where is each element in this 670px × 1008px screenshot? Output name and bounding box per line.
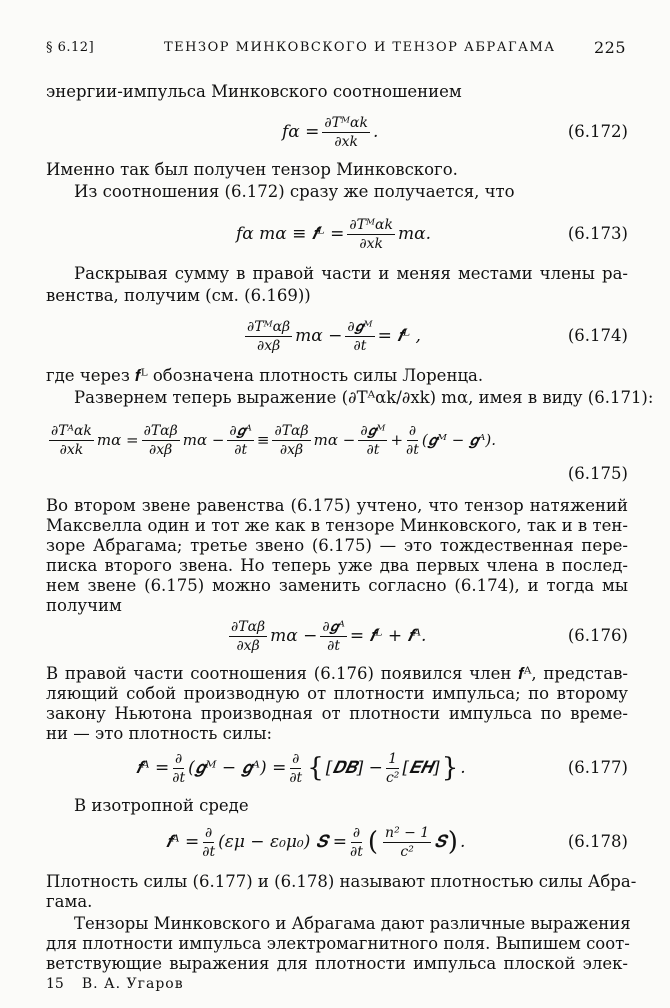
paragraph-line: Максвелла один и тот же как в тензоре Минковского, так и в тен- [46, 516, 628, 535]
numerator: ∂𝒈ᴬ [229, 422, 252, 439]
fraction [350, 825, 363, 860]
paragraph-line: ветствующие выражения для плотности импульса плоской элек- [46, 954, 628, 973]
paragraph-line: где через 𝒇ᴸ обозначена плотность силы Лоренца. [46, 366, 484, 385]
eq-term: (εμ − ε₀μ₀) 𝑺 = [218, 832, 348, 852]
eq-term: mα − [182, 431, 225, 449]
denominator: ∂t [172, 769, 186, 786]
numerator: ∂ [352, 824, 361, 841]
fraction [49, 423, 94, 458]
paragraph-line: ни — это плотность силы: [46, 724, 273, 743]
equation-number: (6.173) [567, 224, 628, 243]
eq-term: mα − [295, 326, 343, 346]
numerator: ∂Tᴬαk [51, 422, 92, 439]
paragraph-line: гама. [46, 892, 93, 911]
eq-term: 𝑺 [434, 832, 446, 852]
numerator: ∂ [408, 422, 417, 439]
paragraph-line: для плотности импульса электромагнитного поля. Выпишем соот- [46, 934, 630, 953]
denominator: ∂xβ [236, 637, 260, 654]
paragraph-line: получим [46, 596, 122, 615]
right-brace-glyph: } [441, 753, 459, 783]
denominator: ∂xk [334, 133, 358, 150]
numerator: ∂Tᴹαk [349, 216, 393, 233]
equation-number: (6.176) [567, 626, 628, 645]
denominator: ∂xk [59, 441, 84, 458]
denominator: ∂t [327, 637, 341, 654]
eq-term: + [390, 431, 404, 449]
fraction [347, 217, 395, 252]
eq-lhs: 𝒇ᴬ = [166, 832, 200, 852]
running-title: ТЕНЗОР МИНКОВСКОГО И ТЕНЗОР АБРАГАМА [164, 40, 556, 55]
paragraph-line: ляющий собой производную от плотности импульса; по второму [46, 684, 628, 703]
denominator: c² [400, 843, 414, 860]
fraction [245, 319, 292, 354]
numerator: ∂𝒈ᴬ [322, 618, 345, 635]
right-paren-glyph: ) [447, 827, 458, 857]
paragraph-line: Из соотношения (6.172) сразу же получается, что [74, 182, 515, 201]
page-number: 225 [593, 38, 626, 57]
denominator: ∂xβ [279, 441, 304, 458]
signature-number: 15 [46, 976, 64, 992]
fraction [142, 423, 180, 458]
equation-6-174 [46, 316, 628, 356]
fraction [320, 619, 346, 654]
paragraph-line: Именно так был получен тензор Минковского. [46, 160, 458, 179]
fraction [345, 319, 374, 354]
fraction [322, 115, 370, 150]
numerator: ∂Tαβ [231, 618, 266, 635]
equation-number: (6.177) [567, 758, 628, 777]
eq-term: mα − [313, 431, 356, 449]
equation-number: (6.178) [567, 832, 628, 851]
paragraph-line: писка второго звена. Но теперь уже два первых члена в послед- [46, 556, 628, 575]
denominator: ∂t [406, 441, 419, 458]
eq-term: ≡ [256, 431, 270, 449]
denominator: ∂t [202, 843, 216, 860]
eq-tail: . [372, 122, 379, 142]
denominator: ∂xβ [149, 441, 173, 458]
equation-number: (6.172) [567, 122, 628, 141]
eq-term: [𝑬𝑯] [402, 758, 440, 778]
fraction [358, 423, 387, 458]
fraction [386, 751, 399, 786]
eq-lhs: fα = [282, 122, 320, 142]
equation-6-172 [46, 112, 628, 152]
eq-tail: = 𝒇ᴸ , [377, 326, 421, 346]
eq-tail: . [459, 832, 466, 852]
eq-lhs: fα mα ≡ 𝒇ᴸ = [236, 224, 345, 244]
eq-term: mα − [270, 626, 318, 646]
denominator: c² [385, 769, 400, 786]
left-paren-glyph: ( [367, 827, 379, 857]
paragraph-line: Раскрывая сумму в правой части и меняя местами члены ра- [74, 264, 628, 283]
denominator: ∂t [353, 337, 367, 354]
equation-6-173 [46, 214, 628, 254]
fraction [406, 423, 419, 458]
numerator: ∂Tᴹαk [324, 114, 368, 131]
paragraph-line: В правой части соотношения (6.176) появился член 𝒇ᴬ, представ- [46, 664, 628, 683]
paragraph-line: зоре Абрагама; третье звено (6.175) — это тождественная пере- [46, 536, 628, 555]
paragraph-line: Плотность силы (6.177) и (6.178) называют плотностью силы Абра- [46, 872, 637, 891]
numerator: ∂Tᴹαβ [247, 318, 291, 335]
paragraph-line: Развернем теперь выражение (∂Tᴬαk/∂xk) mα, имея в виду (6.171): [74, 388, 654, 407]
numerator: ∂Tαβ [143, 422, 178, 439]
eq-term: mα = [96, 431, 139, 449]
numerator: ∂Tαβ [274, 422, 309, 439]
eq-lhs: 𝒇ᴬ = [136, 758, 170, 778]
paragraph-line: Во втором звене равенства (6.175) учтено, что тензор натяжений [46, 496, 628, 515]
signature-footer [46, 976, 184, 992]
eq-tail: (𝒈ᴹ − 𝒈ᴬ). [421, 431, 497, 449]
signature-text: В. А. Угаров [81, 976, 184, 992]
equation-6-176 [46, 616, 628, 656]
running-header [46, 38, 626, 60]
paragraph-line: энергии-импульса Минковского соотношением [46, 82, 462, 101]
paragraph-line: Тензоры Минковского и Абрагама дают различные выражения [74, 914, 631, 933]
numerator: n² − 1 [385, 824, 430, 841]
numerator: ∂ [205, 824, 213, 841]
eq-tail: mα. [397, 224, 431, 244]
equation-6-175 [46, 420, 628, 483]
paragraph-line: В изотропной среде [74, 796, 249, 815]
eq-tail: . [460, 758, 466, 778]
numerator: 1 [388, 750, 398, 767]
paragraph-line: закону Ньютона производная от плотности импульса по време- [46, 704, 628, 723]
fraction [202, 825, 215, 860]
eq-tail: = 𝒇ᴸ + 𝒇ᴬ. [349, 626, 427, 646]
paragraph-line: венства, получим (см. (6.169)) [46, 286, 311, 305]
equation-6-178 [46, 822, 628, 862]
equation-number: (6.175) [567, 464, 628, 483]
fraction [172, 751, 185, 786]
paragraph-line: нем звене (6.175) можно заменить согласно (6.174), и тогда мы [46, 576, 628, 595]
fraction [289, 751, 302, 786]
denominator: ∂t [289, 769, 303, 786]
equation-6-177 [46, 748, 628, 788]
numerator: ∂ [292, 750, 300, 767]
denominator: ∂t [234, 441, 248, 458]
left-brace-glyph: { [307, 753, 324, 783]
denominator: ∂t [366, 441, 380, 458]
fraction [229, 619, 267, 654]
denominator: ∂xk [359, 235, 383, 252]
eq-term: [𝑫𝑩] − [325, 758, 383, 778]
numerator: ∂𝒈ᴹ [360, 422, 386, 439]
fraction [272, 423, 310, 458]
numerator: ∂ [175, 750, 183, 767]
equation-number: (6.174) [567, 326, 628, 345]
fraction [383, 825, 431, 860]
denominator: ∂t [350, 843, 363, 860]
denominator: ∂xβ [256, 337, 281, 354]
section-ref: § 6.12] [46, 40, 95, 55]
numerator: ∂𝒈ᴹ [347, 318, 373, 335]
fraction [227, 423, 253, 458]
eq-term: (𝒈ᴹ − 𝒈ᴬ) = [188, 758, 287, 778]
